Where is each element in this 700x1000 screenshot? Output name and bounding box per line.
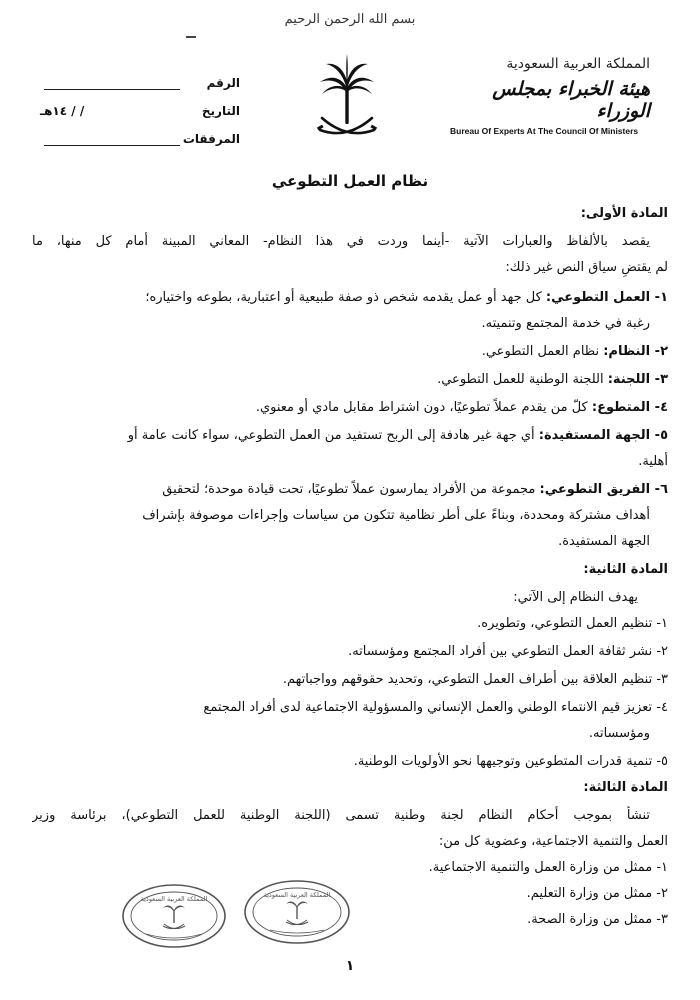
seal-left-text: المملكة العربية السعودية xyxy=(140,895,208,903)
definition-3-term: ٣- اللجنة: xyxy=(607,372,668,387)
corner-mark xyxy=(186,36,196,38)
article3-intro-line1: تنشأ بموجب أحكام النظام لجنة وطنية تسمى (اللجنة الوطنية للعمل التطوعي)، برئاسة وزير xyxy=(32,808,650,823)
ref-number-line xyxy=(44,75,180,90)
palm-swords-emblem-icon xyxy=(312,52,382,142)
official-seal-left xyxy=(120,882,228,950)
seal-right-text: المملكة العربية السعودية xyxy=(263,891,331,899)
article1-intro-line1: يقصد بالألفاظ والعبارات الآتية -أينما وردت في هذا النظام- المعاني المبينة أمام كل منها، ما xyxy=(32,234,650,249)
article3-intro-line2: العمل والتنمية الاجتماعية، وعضوية كل من: xyxy=(438,834,668,849)
attachments-label: المرفقات xyxy=(182,132,240,146)
reference-block xyxy=(40,62,240,146)
definition-2-term: ٢- النظام: xyxy=(603,344,668,359)
article3-member-1: ١- ممثل من وزارة العمل والتنمية الاجتماعية. xyxy=(428,860,668,875)
article2-item-3: ٣- تنظيم العلاقة بين أطراف العمل التطوعي، وتحديد حقوقهم وواجباتهم. xyxy=(282,672,668,687)
article2-heading: المادة الثانية: xyxy=(583,562,668,577)
org-name-english: Bureau Of Experts At The Council Of Ministers xyxy=(450,126,639,136)
definition-6-text: مجموعة من الأفراد يمارسون عملاً تطوعيًا، تحت قيادة موحدة؛ لتحقيق xyxy=(162,482,540,497)
definition-1-cont: رغبة في خدمة المجتمع وتنميته. xyxy=(481,316,650,331)
attachments-line xyxy=(44,131,180,146)
definition-6-term: ٦- الفريق التطوعي: xyxy=(539,482,668,497)
article3-heading: المادة الثالثة: xyxy=(583,780,668,795)
article2-item-4-cont: ومؤسساته. xyxy=(588,726,650,741)
definition-6-cont1: أهداف مشتركة ومحددة، وبناءً على أطر نظامية تتكون من سياسات وإجراءات موصوفة بإشراف xyxy=(142,508,650,523)
bismillah: بسم الله الرحمن الرحيم xyxy=(284,12,416,27)
definition-3-text: اللجنة الوطنية للعمل التطوعي. xyxy=(437,372,608,387)
article2-item-5: ٥- تنمية قدرات المتطوعين وتوجيهها نحو الأولويات الوطنية. xyxy=(353,754,668,769)
article3-member-2: ٢- ممثل من وزارة التعليم. xyxy=(526,886,668,901)
definition-1-text: كل جهد أو عمل يقدمه شخص ذو صفة طبيعية أو اعتبارية، بطوعه واختياره؛ xyxy=(145,290,546,305)
article2-intro: يهدف النظام إلى الآتي: xyxy=(513,590,638,605)
definition-2 xyxy=(32,342,668,362)
official-seal-right xyxy=(242,878,352,946)
org-name-country: المملكة العربية السعودية xyxy=(506,56,650,72)
article1-intro-line2: لم يقتضِ سياق النص غير ذلك: xyxy=(505,260,668,275)
ref-number-row xyxy=(40,62,240,90)
definition-6 xyxy=(32,480,668,500)
definition-1 xyxy=(32,288,668,308)
ref-number-label: الرقم xyxy=(206,76,240,90)
article2-item-2: ٢- نشر ثقافة العمل التطوعي بين أفراد المجتمع ومؤسساته. xyxy=(348,644,668,659)
attachments-row xyxy=(40,118,240,146)
definition-2-text: نظام العمل التطوعي. xyxy=(481,344,604,359)
page-number: ١ xyxy=(345,958,355,974)
definition-4 xyxy=(32,398,668,418)
definition-3 xyxy=(32,370,668,390)
definition-6-cont2: الجهة المستفيدة. xyxy=(558,534,650,549)
article1-heading: المادة الأولى: xyxy=(580,206,668,221)
definition-5 xyxy=(32,426,668,446)
article3-member-3: ٣- ممثل من وزارة الصحة. xyxy=(527,912,668,927)
date-label: التاريخ xyxy=(201,104,240,118)
date-value: / / ١٤هـ xyxy=(40,104,85,118)
org-name-bureau: هيئة الخبراء بمجلس الوزراء xyxy=(492,78,650,122)
definition-5-text: أي جهة غير هادفة إلى الربح تستفيد من العمل التطوعي، سواء كانت عامة أو xyxy=(127,428,539,443)
article2-item-4: ٤- تعزيز قيم الانتماء الوطني والعمل الإنساني والمسؤولية الاجتماعية لدى أفراد المجتمع xyxy=(203,700,668,715)
article2-item-1: ١- تنظيم العمل التطوعي، وتطويره. xyxy=(477,616,668,631)
definition-4-term: ٤- المتطوع: xyxy=(591,400,668,415)
definition-1-term: ١- العمل التطوعي: xyxy=(545,290,668,305)
date-row xyxy=(40,90,240,118)
organization-block xyxy=(450,56,650,136)
document-title: نظام العمل التطوعي xyxy=(271,172,429,190)
definition-5-term: ٥- الجهة المستفيدة: xyxy=(538,428,668,443)
definition-5-cont: أهلية. xyxy=(638,454,668,469)
definition-4-text: كلّ من يقدم عملاً تطوعيًا، دون اشتراط مقابل مادي أو معنوي. xyxy=(255,400,592,415)
